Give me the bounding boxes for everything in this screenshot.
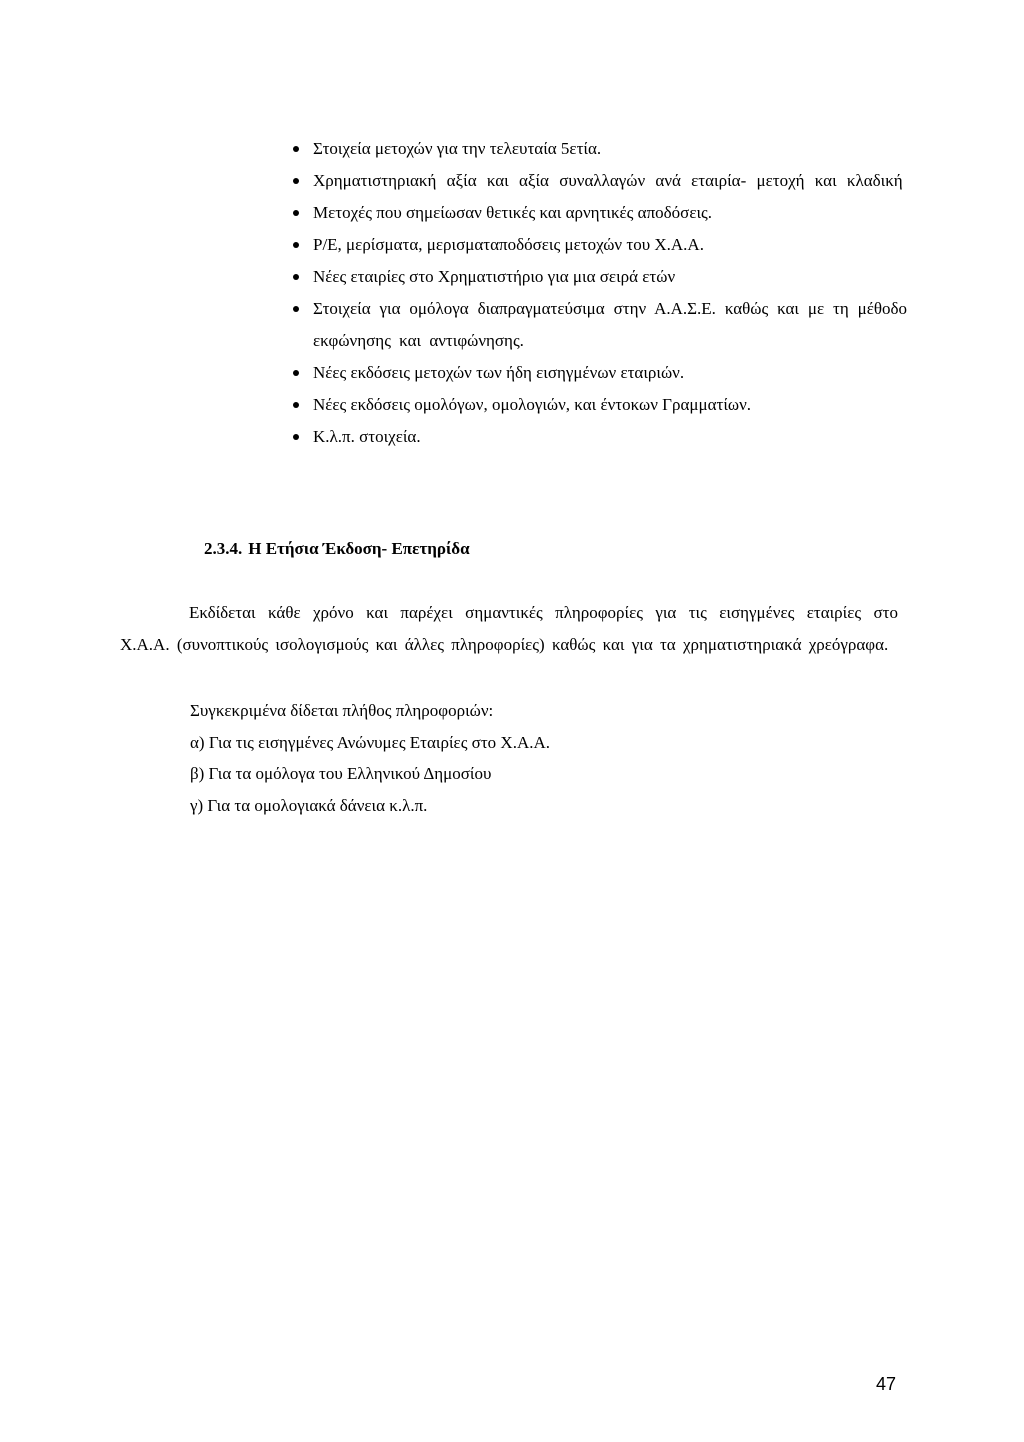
bullet-dot-icon: [293, 274, 299, 280]
info-line: α) Για τις εισηγμένες Ανώνυμες Εταιρίες στο Χ.Α.Α.: [190, 732, 550, 752]
bullet-dot-icon: [293, 434, 299, 440]
bullet-text: Μετοχές που σημείωσαν θετικές και αρνητικές αποδόσεις.: [313, 203, 713, 222]
bullet-dot-icon: [293, 210, 299, 216]
bullet-item: [293, 229, 907, 261]
info-list: [190, 695, 550, 821]
bullet-text: Νέες εκδόσεις ομολόγων, ομολογιών, και έντοκων Γραμματίων.: [313, 395, 752, 414]
body-paragraph: [120, 597, 898, 661]
bullet-item: [293, 197, 907, 229]
bullet-text: Στοιχεία για ομόλογα διαπραγματεύσιμα στην Α.Α.Σ.Ε. καθώς και με τη μέθοδο εκφώνησης και αντιφώνησης.: [313, 299, 907, 350]
bullet-text: Στοιχεία μετοχών για την τελευταία 5ετία.: [313, 139, 602, 158]
bullet-text: Νέες εκδόσεις μετοχών των ήδη εισηγμένων εταιριών.: [313, 363, 685, 382]
section-heading: [204, 539, 470, 559]
page-number: 47: [876, 1374, 897, 1394]
bullet-text: Νέες εταιρίες στο Χρηματιστήριο για μια σειρά ετών: [313, 267, 676, 286]
bullet-list: [293, 133, 907, 453]
bullet-dot-icon: [293, 370, 299, 376]
bullet-item: [293, 293, 907, 357]
bullet-text: Ρ/Ε, μερίσματα, μερισματαποδόσεις μετοχών του Χ.Α.Α.: [313, 235, 704, 254]
info-line: β) Για τα ομόλογα του Ελληνικού Δημοσίου: [190, 764, 492, 783]
bullet-dot-icon: [293, 178, 299, 184]
bullet-item: [293, 389, 907, 421]
section-title: Η Ετήσια Έκδοση- Επετηρίδα: [248, 539, 470, 558]
bullet-item: [293, 165, 907, 197]
section-number: 2.3.4.: [204, 539, 243, 558]
bullet-item: [293, 421, 907, 453]
bullet-item: [293, 133, 907, 165]
info-line: γ) Για τα ομολογιακά δάνεια κ.λ.π.: [190, 795, 428, 815]
bullet-item: [293, 357, 907, 389]
bullet-dot-icon: [293, 146, 299, 152]
bullet-dot-icon: [293, 306, 299, 312]
bullet-text: Χρηματιστηριακή αξία και αξία συναλλαγών ανά εταιρία- μετοχή και κλαδική: [313, 171, 903, 190]
info-intro-line: Συγκεκριμένα δίδεται πλήθος πληροφοριών:: [190, 701, 494, 720]
bullet-item: [293, 261, 907, 293]
bullet-dot-icon: [293, 402, 299, 408]
bullet-dot-icon: [293, 242, 299, 248]
body-paragraph-text: Εκδίδεται κάθε χρόνο και παρέχει σημαντικές πληροφορίες για τις εισηγμένες εταιρίες στο Χ.Α.Α. (συνοπτικούς ισολογισμούς και άλλες πληροφορίες) καθώς και για τα χρηματιστηριακά χρεόγραφα.: [120, 603, 898, 654]
bullet-text: Κ.λ.π. στοιχεία.: [313, 427, 421, 446]
